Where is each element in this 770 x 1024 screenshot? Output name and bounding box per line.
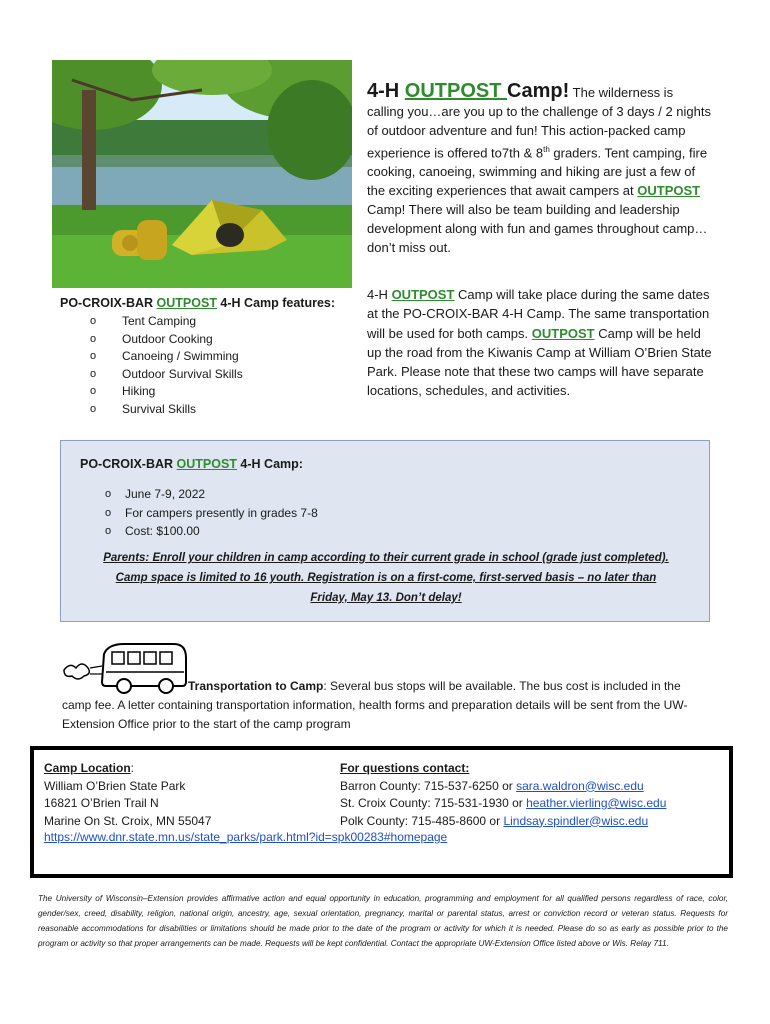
contact-row: Polk County: 715-485-8600 or Lindsay.spindler@wisc.edu	[340, 813, 649, 828]
email-link[interactable]: sara.waldron@wisc.edu	[516, 778, 644, 793]
list-item: o For campers presently in grades 7-8	[105, 505, 318, 520]
list-item: o Hiking	[90, 384, 156, 398]
camp-location-title: Camp Location	[44, 761, 131, 775]
parents-line: Parents: Enroll your children in camp according to their current grade in school (grade just completed).	[103, 552, 669, 564]
location-line: Marine On St. Croix, MN 55047	[44, 813, 212, 828]
parents-line: Camp space is limited to 16 youth. Registration is on a first-come, first-served basis – no later than	[115, 572, 657, 584]
list-item: o Canoeing / Swimming	[90, 349, 239, 363]
camp-photo	[52, 60, 352, 288]
list-item: o Outdoor Cooking	[90, 331, 213, 346]
camp-details-box	[60, 440, 710, 622]
park-url-link[interactable]: https://www.dnr.state.mn.us/state_parks/park.html?id=spk00283#homepage	[44, 830, 448, 844]
transportation-paragraph: Transportation to Camp: Several bus stops will be available. The bus cost is included in the camp fee. A letter containing transportation information, health forms and preparation details will be sent from the UW-Extension Office prior to the start of the camp program	[62, 679, 688, 731]
headline: 4-H OUTPOST Camp!	[367, 80, 570, 102]
email-link[interactable]: heather.vierling@wisc.edu	[526, 796, 667, 810]
camp-location: Camp Location: William O’Brien State Park 16821 O’Brien Trail N Marine On St. Croix, MN 55047	[44, 760, 211, 830]
contact-row: Barron County: 715-537-6250 or sara.waldron@wisc.edu	[340, 778, 644, 793]
location-line: 16821 O’Brien Trail N	[44, 796, 159, 810]
list-item: o Survival Skills	[90, 401, 197, 416]
email-link[interactable]: Lindsay.spindler@wisc.edu	[503, 813, 649, 828]
list-item: o Cost: $100.00	[105, 524, 200, 538]
features-section	[60, 296, 350, 418]
contact-title: For questions contact:	[340, 761, 470, 775]
contact-row: St. Croix County: 715-531-1930 or heather.vierling@wisc.edu	[340, 796, 667, 810]
location-line: William O’Brien State Park	[44, 778, 186, 793]
footer-disclaimer: The University of Wisconsin–Extension provides affirmative action and equal opportunity in education, programming and employment for all qualified persons regardless of race, color, gender/sex, creed, disability, religion, national origin, ancestry, age, sexual orientation, pregnancy, marital or parental status, arrest or conviction record or veteran status. Requests for reasonable accommodations for disabilities or limitations should be made prior to the date of the program or activity for which it is needed. Please do so as early as possible prior to the program or activity so that proper arrangements can be made. Requests will be kept confidential. Contact the appropriate UW-Extension Office listed above or Wis. Relay 711.	[38, 894, 728, 948]
intro-paragraph: 4-H OUTPOST Camp! The wilderness is calling you…are you up to the challenge of 3 days / 2 nights of outdoor adventure and fun! This action-packed camp experience is offered to7th & 8th graders. Tent camping, fire cooking, canoeing, swimming and hiking are just a few of the exciting experiences that await campers at OUTPOST Camp! There will also be team building and leadership development along with fun and games throughout camp…don’t miss out.	[367, 80, 711, 256]
contact-box	[30, 746, 733, 878]
camp-dates-paragraph: 4-H OUTPOST Camp will take place during the same dates at the PO-CROIX-BAR 4-H Camp. The same transportation will be used for both camps. OUTPOST Camp will be held up the road from the Kiwanis Camp at William O’Brien State Park. Please note that these two camps will have separate locations, schedules, and activities.	[367, 287, 712, 399]
parents-notice	[61, 548, 711, 608]
features-list	[60, 313, 350, 418]
camp-details-list	[80, 485, 318, 541]
camp-details-title: PO-CROIX-BAR OUTPOST 4-H Camp:	[80, 457, 303, 471]
features-title: PO-CROIX-BAR OUTPOST 4-H Camp features:	[60, 296, 336, 310]
parents-line: Friday, May 13. Don’t delay!	[310, 592, 462, 604]
questions-contact	[340, 760, 666, 830]
list-item: o Tent Camping	[90, 314, 197, 328]
list-item: o Outdoor Survival Skills	[90, 366, 243, 381]
list-item: o June 7-9, 2022	[105, 487, 206, 501]
